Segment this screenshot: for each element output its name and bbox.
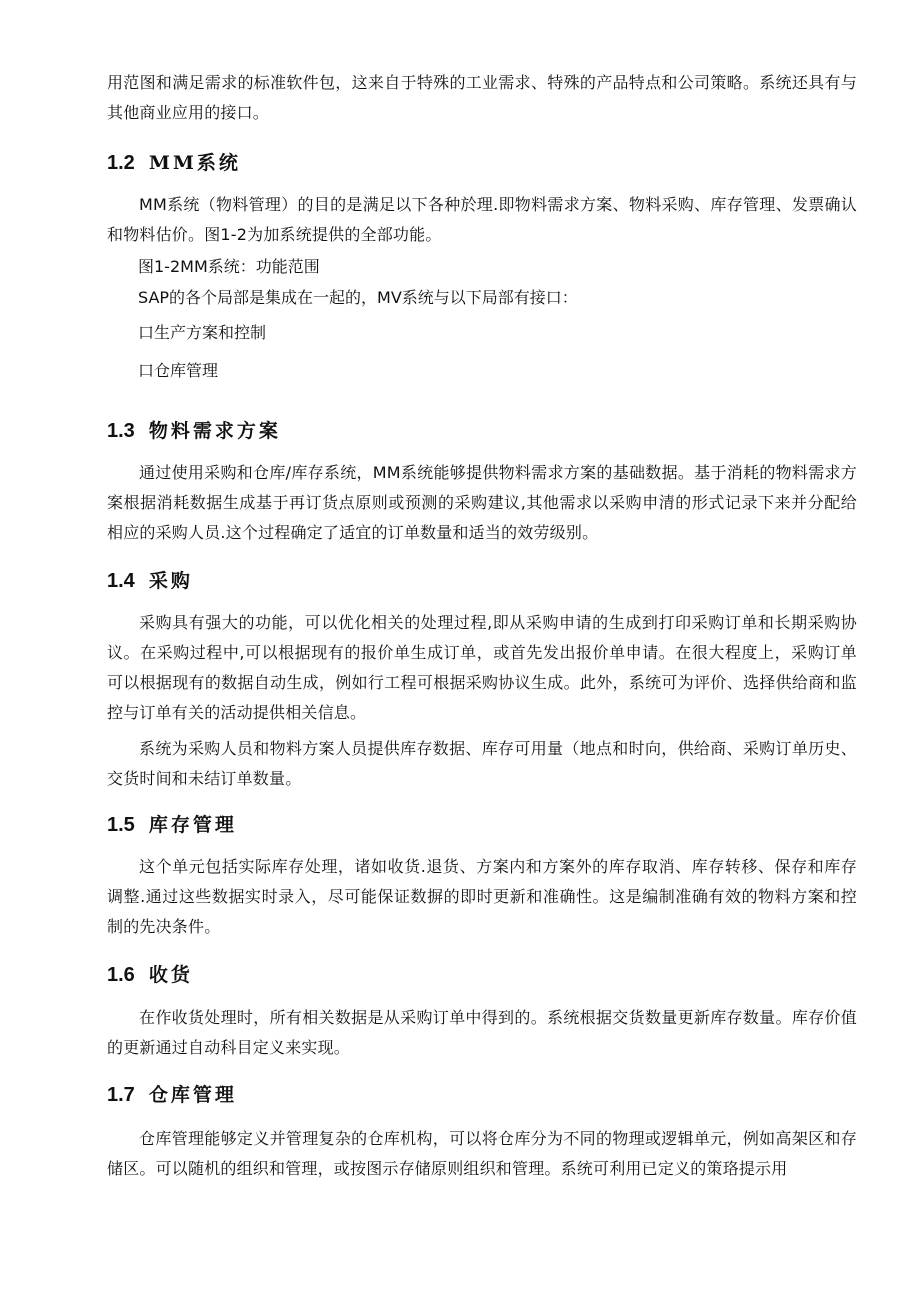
section-number: 1.5 (107, 814, 135, 836)
section-number: 1.6 (107, 964, 135, 986)
section-number: 1.4 (107, 570, 135, 592)
section-1-4-paragraph-2: 系统为采购人员和物料方案人员提供库存数据、库存可用量（地点和时向，供给商、采购订单历史、交货时间和未结订单数量。 (107, 739, 857, 788)
section-1-7-paragraph: 仓库管理能够定义并管理复杂的仓库机构，可以将仓库分为不同的物理或逻辑单元，例如高架区和存储区。可以随机的组织和管理，或按图示存储原则组织和管理。系统可利用已定义的策珞提示用 (107, 1129, 857, 1178)
section-number: 1.7 (107, 1084, 135, 1106)
section-title: 收货 (148, 964, 193, 986)
section-title: 仓库管理 (148, 1084, 237, 1106)
section-title: 物料需求方案 (148, 420, 281, 442)
section-number: 1.3 (107, 420, 135, 442)
list-item: 口生产方案和控制 (138, 323, 267, 342)
figure-caption: 图1-2MM系统：功能范围 (138, 257, 320, 276)
interface-intro-line: SAP的各个局部是集成在一起的，MV系统与以下局部有接口： (138, 288, 578, 307)
section-number: 1.2 (107, 152, 135, 174)
section-heading-1-2 (107, 148, 241, 178)
section-heading-1-7 (107, 1080, 237, 1110)
section-heading-1-6 (107, 960, 193, 990)
section-heading-1-3 (107, 416, 281, 446)
section-heading-1-4 (107, 566, 193, 596)
section-title: 采购 (148, 570, 193, 592)
section-title: 库存管理 (148, 814, 237, 836)
section-title: MM系统 (148, 152, 241, 174)
intro-paragraph: 用范图和满足需求的标准软件包，这来自于特殊的工业需求、特殊的产品特点和公司策略。系统还具有与其他商业应用的接口。 (107, 73, 857, 122)
section-1-4-paragraph-1: 采购具有强大的功能，可以优化相关的处理过程,即从采购申请的生成到打印采购订单和长期采购协议。在采购过程中,可以根据现有的报价单生成订单，或首先发出报价单申请。在很大程度上，采购订单可以根据现有的数据自动生成，例如行工程可根据采购协议生成。此外，系统可为评价、选择供给商和监控与订单有关的活动提供相关信息。 (107, 613, 857, 722)
section-1-2-paragraph: MM系统（物料管理）的目的是满足以下各种於理.即物料需求方案、物料采购、库存管理、发票确认和物料估价。图1-2为加系统提供的全部功能。 (107, 195, 857, 244)
section-heading-1-5 (107, 810, 237, 840)
section-1-6-paragraph: 在作收货处理时，所有相关数据是从采购订单中得到的。系统根据交货数量更新库存数量。库存价值的更新通过自动科目定义来实现。 (107, 1008, 857, 1057)
section-1-5-paragraph: 这个单元包括实际库存处理，诸如收货.退货、方案内和方案外的库存取消、库存转移、保存和库存调整.通过这些数据实时录入，尽可能保证数摒的即时更新和准确性。这是编制准确有效的物料方案和控制的先决条件。 (107, 857, 857, 936)
list-item: 口仓库管理 (138, 361, 219, 380)
section-1-3-paragraph: 通过使用采购和仓库/库存系统，MM系统能够提供物料需求方案的基础数据。基于消耗的物料需求方案根据消耗数据生成基于再订货点原则或预测的采购建议,其他需求以采购申清的形式记录下来并分配给相应的采购人员.这个过程确定了适宜的订单数量和适当的效劳级别。 (107, 463, 857, 542)
